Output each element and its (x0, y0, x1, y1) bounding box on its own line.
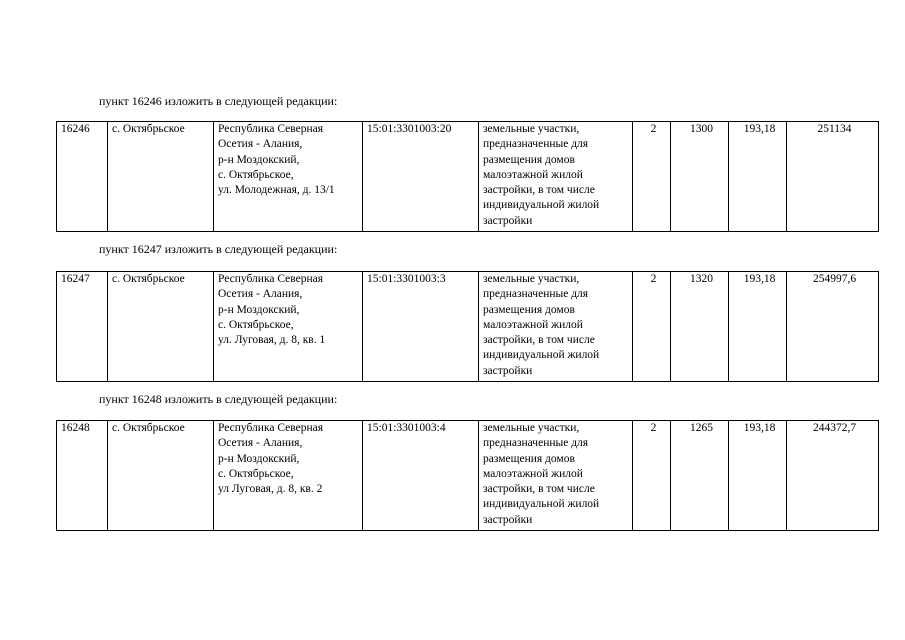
area-cell: 1320 (671, 272, 729, 382)
address-cell (214, 122, 363, 232)
category-line: земельные участки, (483, 422, 580, 434)
address-line: Республика Северная (218, 422, 324, 434)
land-category-cell (479, 272, 633, 382)
category-line: предназначенные для (483, 288, 589, 301)
category-line: размещения домов (483, 452, 575, 465)
category-line: застройки, в том числе (483, 334, 595, 347)
table-row (57, 421, 879, 531)
land-record-table (56, 420, 879, 531)
address-line: р-н Моздокский, (218, 153, 300, 166)
land-category-cell (479, 122, 633, 232)
cadastral-number-cell: 15:01:3301003:4 (363, 421, 479, 531)
area-cell: 1265 (671, 421, 729, 531)
amendment-heading: пункт 16248 изложить в следующей редакции: (99, 392, 338, 406)
category-line: застройки (483, 214, 533, 227)
category-line: индивидуальной жилой (483, 349, 600, 362)
rate-cell: 193,18 (729, 272, 787, 382)
category-line: предназначенные для (483, 437, 589, 450)
category-line: застройки (483, 364, 533, 377)
category-line: размещения домов (483, 153, 575, 166)
category-line: малоэтажной жилой (483, 318, 583, 331)
table-row (57, 272, 879, 382)
address-line: р-н Моздокский, (218, 303, 300, 316)
category-line: малоэтажной жилой (483, 168, 583, 181)
address-line: с. Октябрьское, (218, 467, 294, 480)
group-cell: 2 (633, 272, 671, 382)
amendment-heading: пункт 16246 изложить в следующей редакции: (99, 94, 338, 108)
cadastral-value-cell: 254997,6 (787, 272, 879, 382)
rate-cell: 193,18 (729, 421, 787, 531)
address-line: Республика Северная (218, 123, 324, 135)
amendment-heading: пункт 16247 изложить в следующей редакции: (99, 242, 338, 256)
category-line: земельные участки, (483, 123, 580, 135)
record-number-cell: 16247 (57, 272, 108, 382)
address-line: р-н Моздокский, (218, 452, 300, 465)
category-line: застройки, в том числе (483, 184, 595, 197)
settlement-cell: с. Октябрьское (108, 272, 214, 382)
category-line: малоэтажной жилой (483, 467, 583, 480)
category-line: земельные участки, (483, 273, 580, 285)
settlement-cell: с. Октябрьское (108, 421, 214, 531)
address-line: с. Октябрьское, (218, 168, 294, 181)
category-line: предназначенные для (483, 138, 589, 151)
address-line: ул Луговая, д. 8, кв. 2 (218, 483, 323, 496)
area-cell: 1300 (671, 122, 729, 232)
address-line: Осетия - Алания, (218, 437, 303, 450)
cadastral-value-cell: 251134 (787, 122, 879, 232)
category-line: индивидуальной жилой (483, 498, 600, 511)
rate-cell: 193,18 (729, 122, 787, 232)
category-line: застройки (483, 513, 533, 526)
land-category-cell (479, 421, 633, 531)
category-line: размещения домов (483, 303, 575, 316)
address-line: Осетия - Алания, (218, 288, 303, 301)
cadastral-number-cell: 15:01:3301003:20 (363, 122, 479, 232)
address-line: Осетия - Алания, (218, 138, 303, 151)
group-cell: 2 (633, 421, 671, 531)
category-line: индивидуальной жилой (483, 199, 600, 212)
group-cell: 2 (633, 122, 671, 232)
land-record-table (56, 121, 879, 232)
cadastral-value-cell: 244372,7 (787, 421, 879, 531)
address-cell (214, 272, 363, 382)
land-record-table (56, 271, 879, 382)
record-number-cell: 16246 (57, 122, 108, 232)
cadastral-number-cell: 15:01:3301003:3 (363, 272, 479, 382)
category-line: застройки, в том числе (483, 483, 595, 496)
record-number-cell: 16248 (57, 421, 108, 531)
address-line: ул. Молодежная, д. 13/1 (218, 184, 335, 197)
address-line: Республика Северная (218, 273, 324, 285)
address-line: с. Октябрьское, (218, 318, 294, 331)
settlement-cell: с. Октябрьское (108, 122, 214, 232)
address-cell (214, 421, 363, 531)
table-row (57, 122, 879, 232)
address-line: ул. Луговая, д. 8, кв. 1 (218, 334, 326, 347)
